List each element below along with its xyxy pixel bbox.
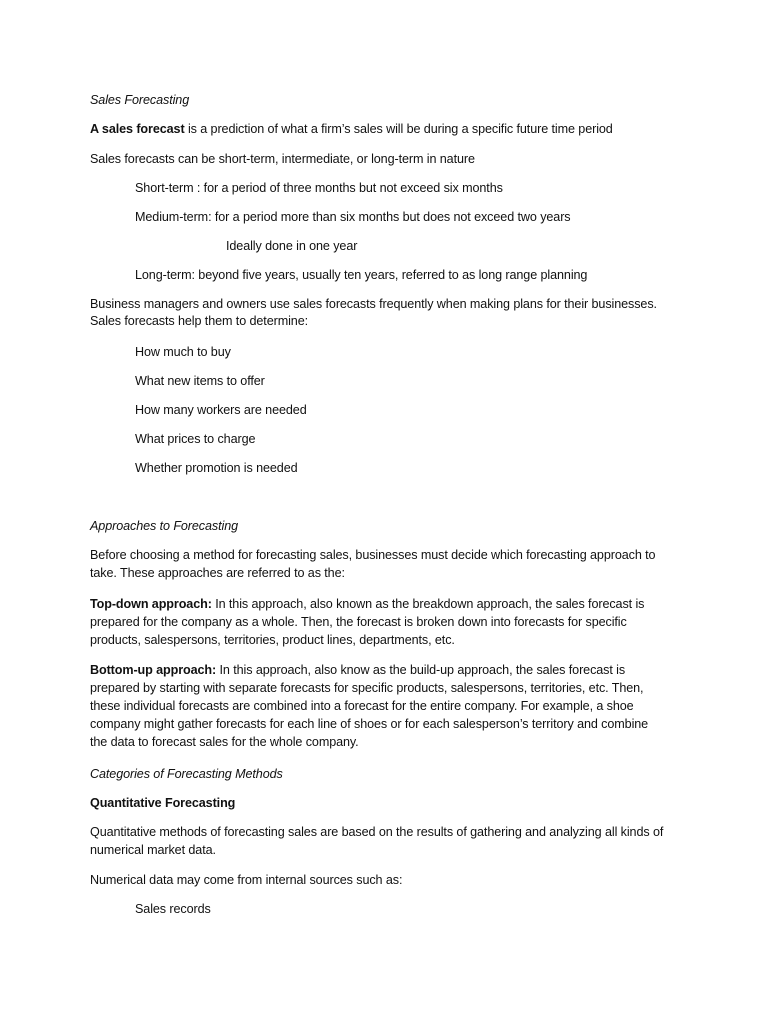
long-term-item: Long-term: beyond five years, usually ten years, referred to as long range planning [135, 268, 588, 282]
terms-intro: Sales forecasts can be short-term, intermediate, or long-term in nature [90, 152, 475, 166]
approaches-intro-line: Before choosing a method for forecasting sales, businesses must decide which forecasting approach to [90, 548, 656, 562]
bottom-up-line: prepared by starting with separate forecasts for specific products, salespersons, territories, etc. Then, [90, 681, 644, 695]
approaches-heading: Approaches to Forecasting [90, 519, 239, 533]
uses-list-item: Whether promotion is needed [135, 461, 298, 475]
document-title: Sales Forecasting [90, 93, 190, 107]
medium-term-note: Ideally done in one year [226, 239, 358, 253]
uses-list-item: How many workers are needed [135, 403, 307, 417]
bottom-up-text: In this approach, also know as the build-up approach, the sales forecast is [216, 663, 626, 677]
source-list-item: Sales records [135, 902, 211, 916]
uses-paragraph-line: Business managers and owners use sales forecasts frequently when making plans for their businesses. [90, 297, 657, 311]
top-down-line [90, 596, 644, 614]
bottom-up-line [90, 662, 625, 680]
top-down-line: products, salespersons, territories, product lines, departments, etc. [90, 633, 455, 647]
quantitative-heading: Quantitative Forecasting [90, 796, 236, 810]
definition-text: is a prediction of what a firm’s sales will be during a specific future time period [184, 122, 613, 136]
numerical-data-intro: Numerical data may come from internal sources such as: [90, 873, 403, 887]
categories-heading: Categories of Forecasting Methods [90, 767, 283, 781]
uses-list-item: What new items to offer [135, 374, 265, 388]
definition-line [90, 121, 613, 139]
bottom-up-line: company might gather forecasts for each line of shoes or for each salesperson’s territory and combine [90, 717, 649, 731]
quantitative-paragraph-line: Quantitative methods of forecasting sales are based on the results of gathering and analyzing all kinds of [90, 825, 664, 839]
bottom-up-line: the data to forecast sales for the whole company. [90, 735, 359, 749]
top-down-line: prepared for the company as a whole. Then, the forecast is broken down into forecasts for specific [90, 615, 627, 629]
uses-list-item: What prices to charge [135, 432, 256, 446]
approaches-intro-line: take. These approaches are referred to as the: [90, 566, 345, 580]
quantitative-paragraph-line: numerical market data. [90, 843, 216, 857]
bottom-up-line: these individual forecasts are combined into a forecast for the entire company. For example, a shoe [90, 699, 634, 713]
short-term-item: Short-term : for a period of three months but not exceed six months [135, 181, 503, 195]
uses-paragraph-line: Sales forecasts help them to determine: [90, 314, 309, 328]
uses-list-item: How much to buy [135, 345, 231, 359]
top-down-text: In this approach, also known as the breakdown approach, the sales forecast is [211, 597, 645, 611]
medium-term-item: Medium-term: for a period more than six months but does not exceed two years [135, 210, 571, 224]
bottom-up-label: Bottom-up approach: [90, 663, 217, 677]
top-down-label: Top-down approach: [90, 597, 212, 611]
definition-term: A sales forecast [90, 122, 185, 136]
